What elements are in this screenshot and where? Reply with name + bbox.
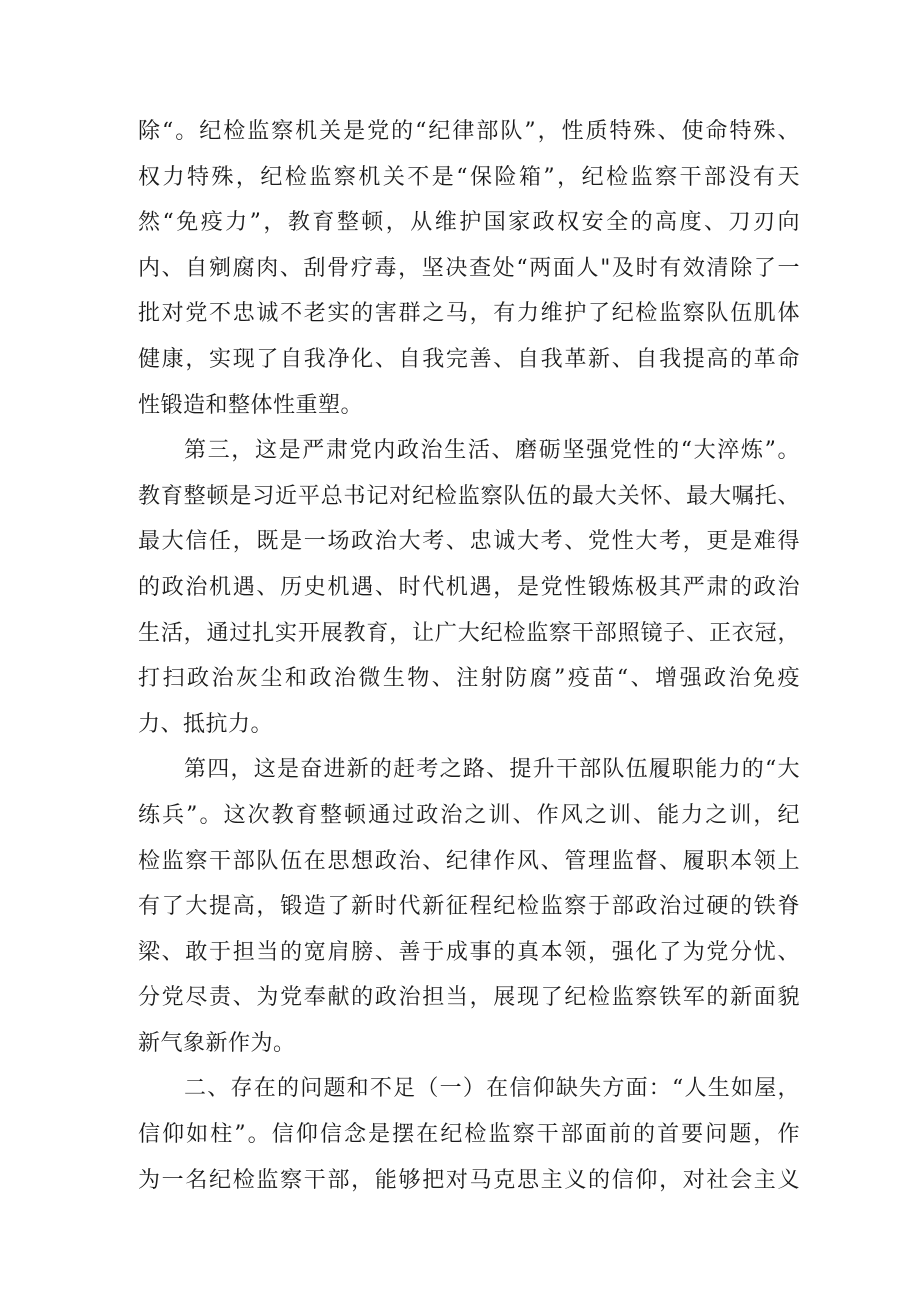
text-line: 为一名纪检监察干部，能够把对马克思主义的信仰，对社会主义 [138, 1167, 800, 1193]
paragraph-first-line: 第三，这是严肃党内政治生活、磨砺坚强党性的“大淬炼”。 [184, 438, 800, 464]
text-line: 打扫政治灰尘和政治微生物、注射防腐”疫苗“、增强政治免疫 [138, 666, 800, 692]
text-line: 最大信任，既是一场政治大考、忠诚大考、党性大考，更是难得 [138, 529, 800, 555]
paragraph-first-line: 第四，这是奋进新的赶考之路、提升干部队伍履职能力的“大 [184, 757, 800, 783]
text-line: 教育整顿是习近平总书记对纪检监察队伍的最大关怀、最大嘱托、 [138, 483, 800, 509]
text-line: 权力特殊，纪检监察机关不是“保险箱”，纪检监察干部没有天 [138, 164, 800, 190]
paragraph-first-line: 二、存在的问题和不足（一）在信仰缺失方面：“人生如屋， [184, 1076, 800, 1102]
text-line: 有了大提高，锻造了新时代新征程纪检监察于部政治过硬的铁脊 [138, 894, 800, 920]
text-line: 生活，通过扎实开展教育，让广大纪检监察干部照镜子、正衣冠， [138, 620, 800, 646]
text-line: 力、抵抗力。 [138, 711, 274, 737]
text-line: 新气象新作为。 [138, 1030, 296, 1056]
text-line: 梁、敢于担当的宽肩膀、善于成事的真本领，强化了为党分忧、 [138, 939, 800, 965]
text-line: 检监察干部队伍在思想政治、纪律作风、管理监督、履职本领上 [138, 848, 800, 874]
text-line: 信仰如柱”。信仰信念是摆在纪检监察干部面前的首要问题，作 [138, 1122, 800, 1148]
text-line: 健康，实现了自我净化、自我完善、自我革新、自我提高的革命 [138, 346, 800, 372]
text-line: 分党尽责、为党奉献的政治担当，展现了纪检监察铁军的新面貌 [138, 985, 800, 1011]
text-line: 除“。纪检监察机关是党的“纪律部队”，性质特殊、使命特殊、 [138, 119, 800, 144]
text-line: 批对党不忠诚不老实的害群之马，有力维护了纪检监察队伍肌体 [138, 301, 800, 327]
text-line: 的政治机遇、历史机遇、时代机遇，是党性锻炼极其严肃的政治 [138, 574, 800, 600]
text-line: 性锻造和整体性重塑。 [138, 392, 364, 418]
text-line: 内、自剜腐肉、刮骨疗毒，坚决查处“两面人"及时有效清除了一 [138, 255, 800, 281]
document-body [138, 109, 800, 1203]
text-line: 然“免疫力”，教育整顿，从维护国家政权安全的高度、刀刃向 [138, 210, 800, 236]
text-line: 练兵”。这次教育整顿通过政治之训、作风之训、能力之训，纪 [138, 802, 800, 828]
